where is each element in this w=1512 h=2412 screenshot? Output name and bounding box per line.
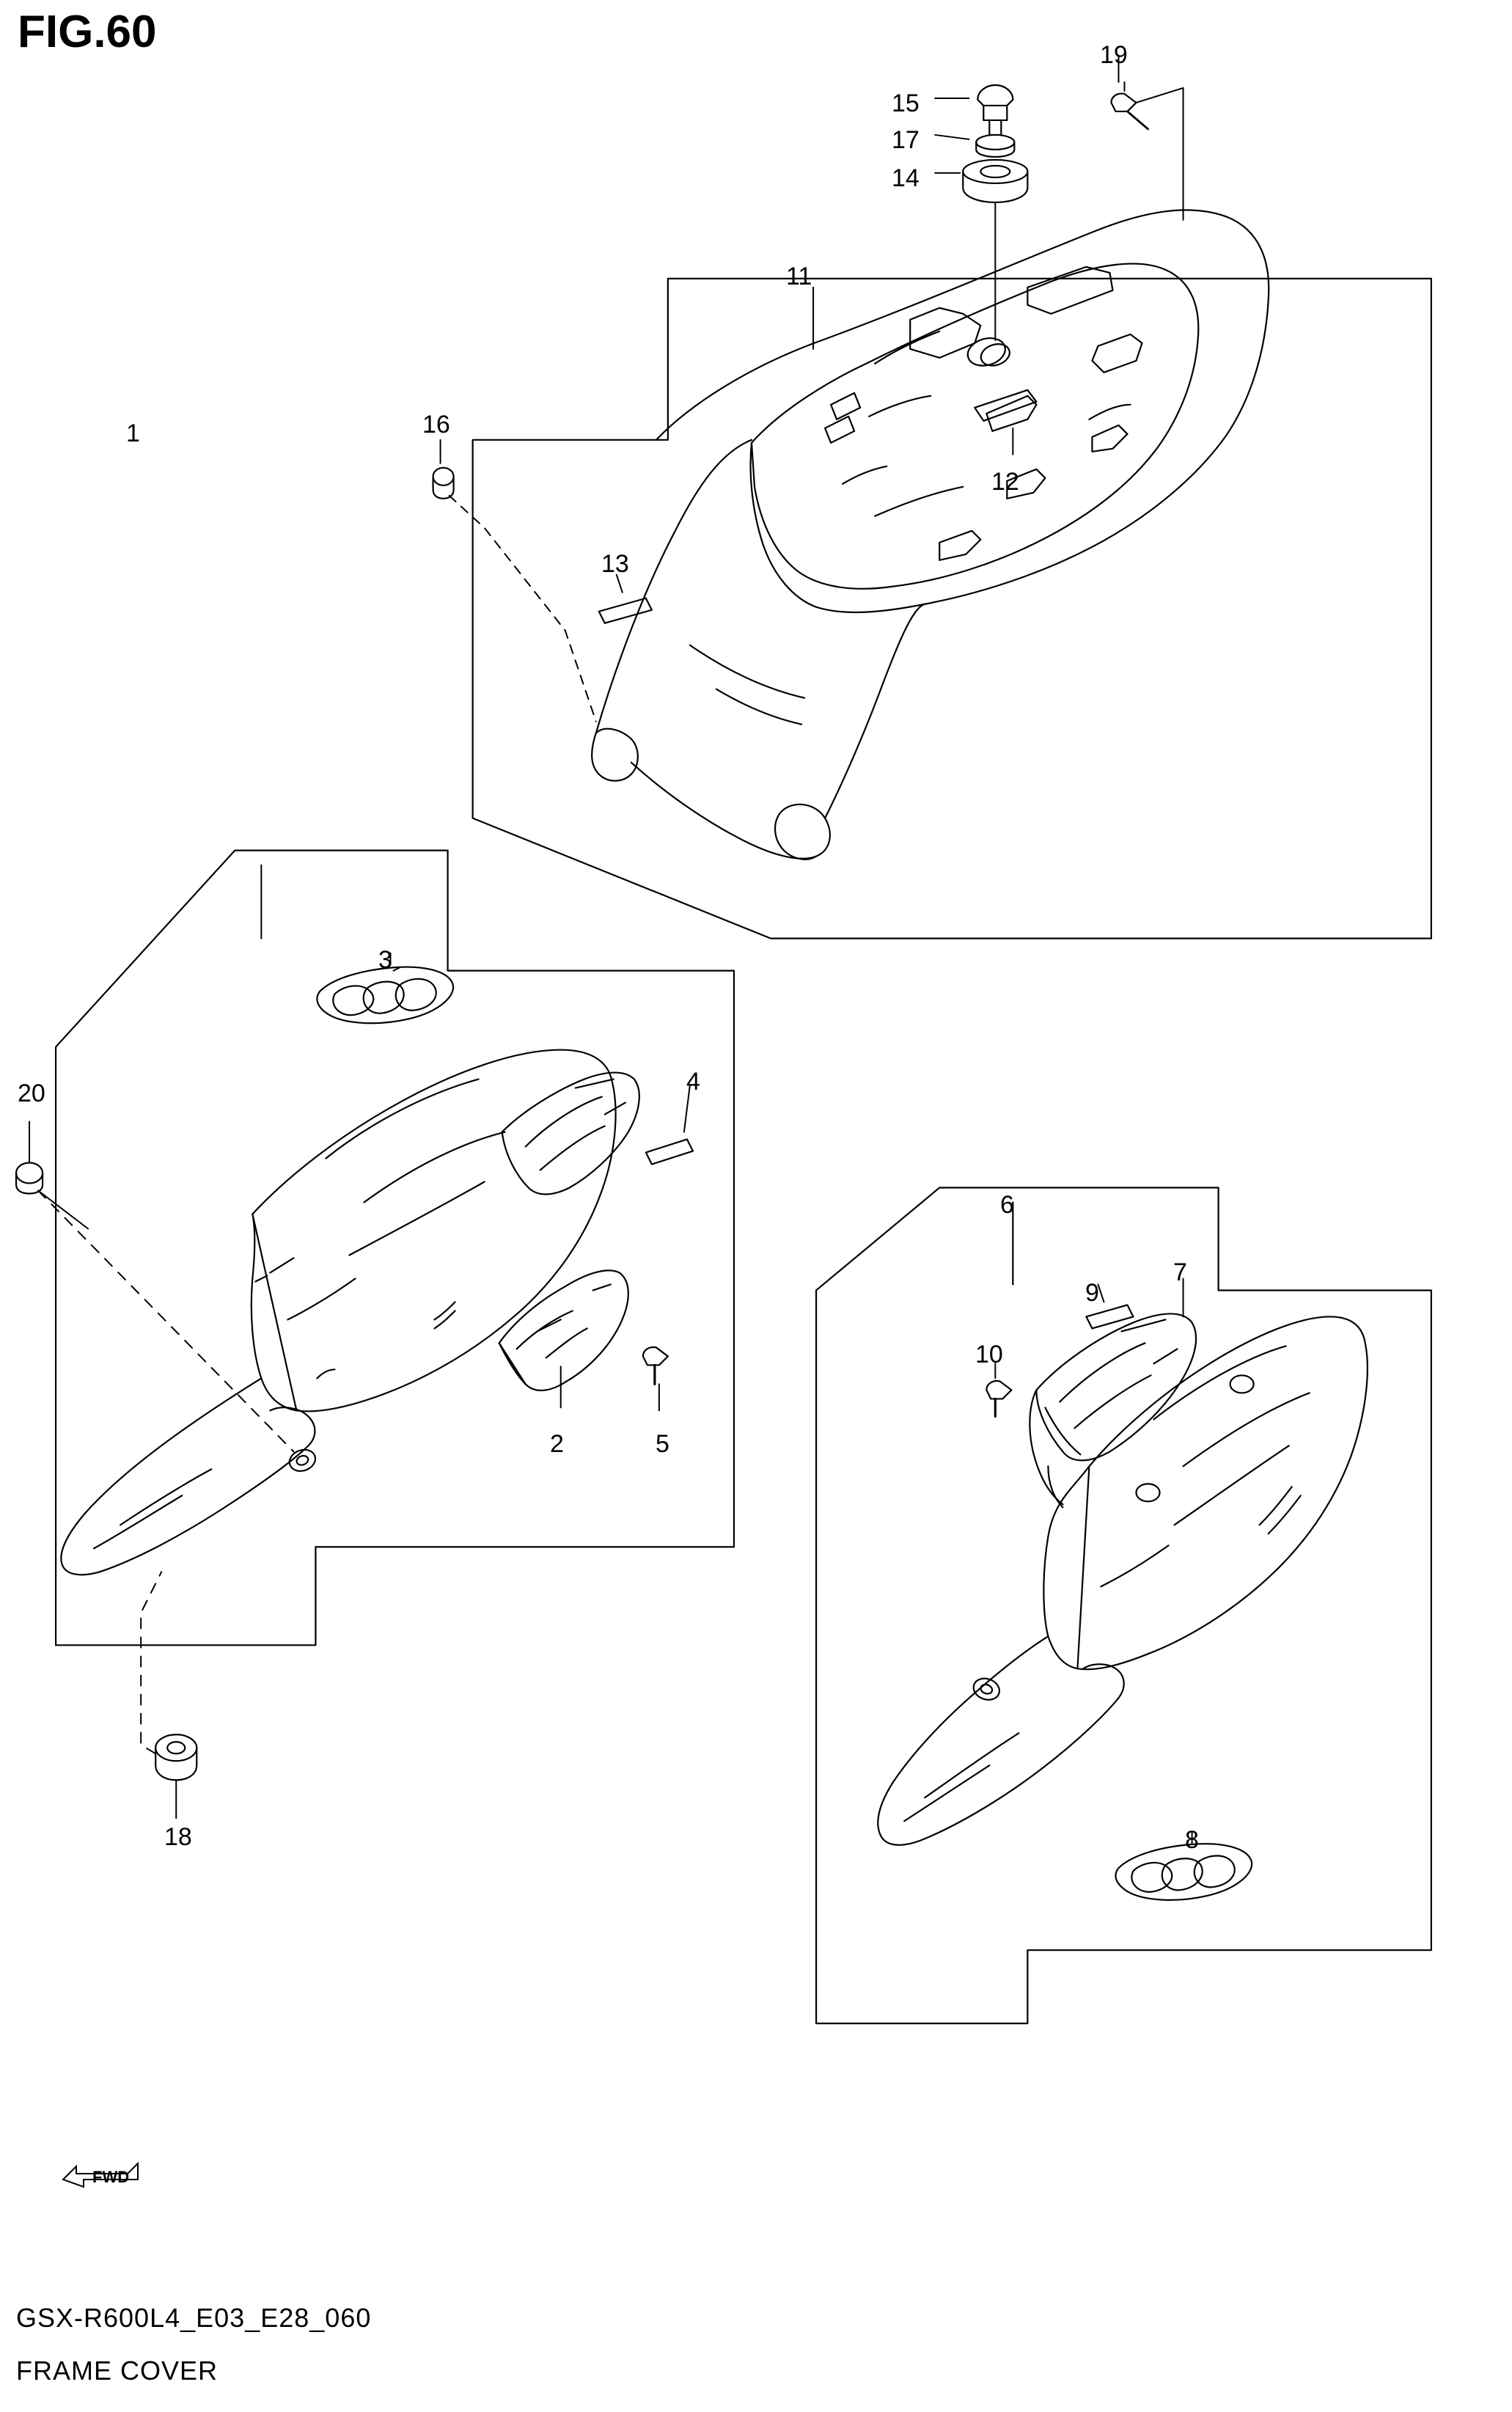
callout-20: 20 <box>18 1079 45 1107</box>
callout-19: 19 <box>1100 41 1128 69</box>
fwd-direction-marker <box>57 2147 167 2206</box>
callout-3: 3 <box>378 946 392 974</box>
callout-14: 14 <box>892 164 920 192</box>
callout-12: 12 <box>991 468 1019 496</box>
callout-6: 6 <box>1000 1191 1014 1219</box>
callout-5: 5 <box>656 1430 669 1458</box>
footer-figure-title: FRAME COVER <box>16 2356 219 2386</box>
callout-11: 11 <box>786 263 812 290</box>
callout-1: 1 <box>126 419 140 447</box>
callout-9: 9 <box>1085 1279 1099 1307</box>
callout-4: 4 <box>686 1068 700 1096</box>
figure-title: FIG.60 <box>18 7 157 57</box>
footer-model-code: GSX-R600L4_E03_E28_060 <box>16 2303 372 2333</box>
callout-13: 13 <box>601 550 629 578</box>
callout-8: 8 <box>1185 1826 1199 1854</box>
fwd-text: FWD <box>92 2168 130 2186</box>
callout-18: 18 <box>164 1823 192 1851</box>
callout-10: 10 <box>975 1341 1003 1368</box>
callout-17: 17 <box>892 126 920 154</box>
callout-2: 2 <box>550 1430 564 1458</box>
callout-7: 7 <box>1173 1258 1187 1286</box>
callout-15: 15 <box>892 89 920 117</box>
callout-16: 16 <box>422 411 450 439</box>
